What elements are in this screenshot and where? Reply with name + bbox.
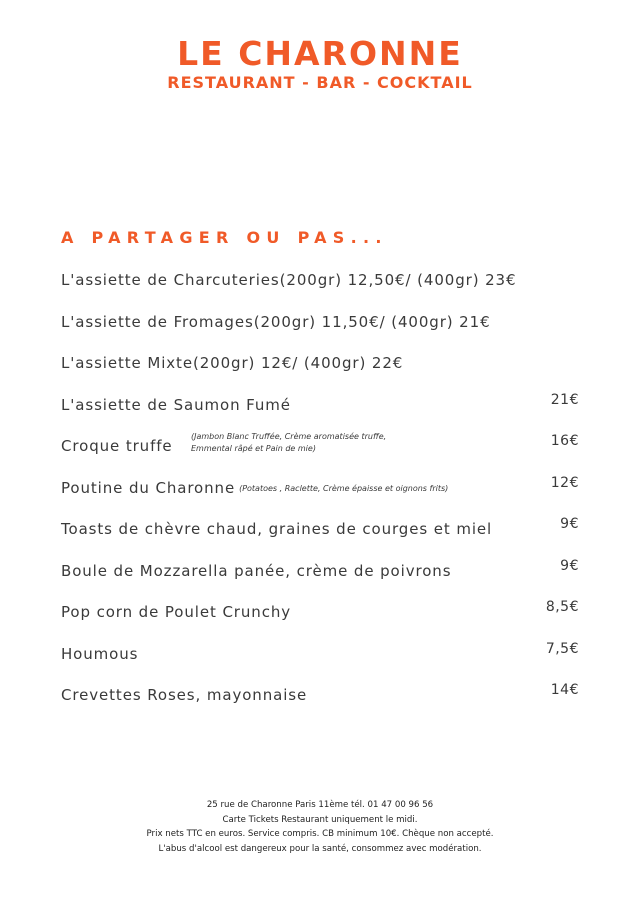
footer — [0, 798, 640, 856]
footer-tickets-note: Carte Tickets Restaurant uniquement le midi. — [222, 814, 418, 825]
menu-item-price: 9€ — [560, 516, 579, 532]
menu-item-name: L'assiette de Fromages(200gr) 11,50€/ (400gr) 21€ — [61, 312, 491, 331]
menu-item-name-row — [61, 478, 448, 498]
menu-item-description-line: (Jambon Blanc Truffée, Crème aromatisée truffe, — [191, 432, 387, 441]
menu-item-price: 14€ — [550, 682, 579, 698]
menu-item — [61, 353, 581, 395]
menu-item — [61, 516, 581, 561]
menu-item-name: L'assiette de Charcuteries(200gr) 12,50€/ (400gr) 23€ — [61, 271, 517, 289]
menu-item-price: 8,5€ — [545, 599, 579, 615]
menu-item-name: Crevettes Roses, mayonnaise — [61, 686, 308, 704]
menu-item — [61, 557, 581, 603]
menu-item — [61, 599, 581, 644]
menu-item-description: (Potatoes , Raclette, Crème épaisse et oignons frits) — [239, 483, 449, 493]
menu-item-name: Boule de Mozzarella panée, crème de poivrons — [61, 561, 452, 580]
menu-item-price: 7,5€ — [545, 640, 579, 657]
menu-item-name: Houmous — [61, 644, 139, 663]
menu-item-description-line: Emmental râpé et Pain de mie) — [191, 444, 316, 453]
menu-item-price: 9€ — [560, 557, 579, 574]
menu-item — [61, 682, 581, 727]
menu-item-name: L'assiette Mixte(200gr) 12€/ (400gr) 22€ — [61, 354, 404, 372]
restaurant-subtitle: RESTAURANT - BAR - COCKTAIL — [167, 73, 473, 92]
menu-item — [61, 391, 581, 437]
footer-address: 25 rue de Charonne Paris 11ème tél. 01 47 00 96 56 — [206, 800, 434, 810]
restaurant-title: LE CHARONNE — [177, 34, 463, 73]
menu-item-name: Poutine du Charonne — [61, 478, 236, 497]
menu-item-name: Pop corn de Poulet Crunchy — [61, 603, 292, 621]
menu-item-price: 16€ — [550, 433, 579, 449]
footer-pricing-note: Prix nets TTC en euros. Service compris. CB minimum 10€. Chèque non accepté. — [146, 829, 494, 839]
menu-items-list — [61, 270, 581, 727]
menu-item — [61, 432, 581, 478]
menu-item-name: Croque truffe — [61, 437, 173, 455]
menu-item — [61, 312, 581, 354]
menu-item-description — [191, 431, 386, 455]
menu-item-price: 12€ — [550, 474, 579, 491]
section-title: A PARTAGER OU PAS... — [61, 228, 388, 247]
menu-item — [61, 270, 581, 312]
menu-item-name: Toasts de chèvre chaud, graines de courges et miel — [61, 520, 493, 538]
menu-item — [61, 640, 581, 686]
footer-alcohol-warning: L'abus d'alcool est dangereux pour la santé, consommez avec modération. — [158, 843, 482, 854]
menu-item-price: 21€ — [550, 391, 579, 408]
menu-item — [61, 474, 581, 520]
menu-item-name: L'assiette de Saumon Fumé — [61, 395, 291, 414]
